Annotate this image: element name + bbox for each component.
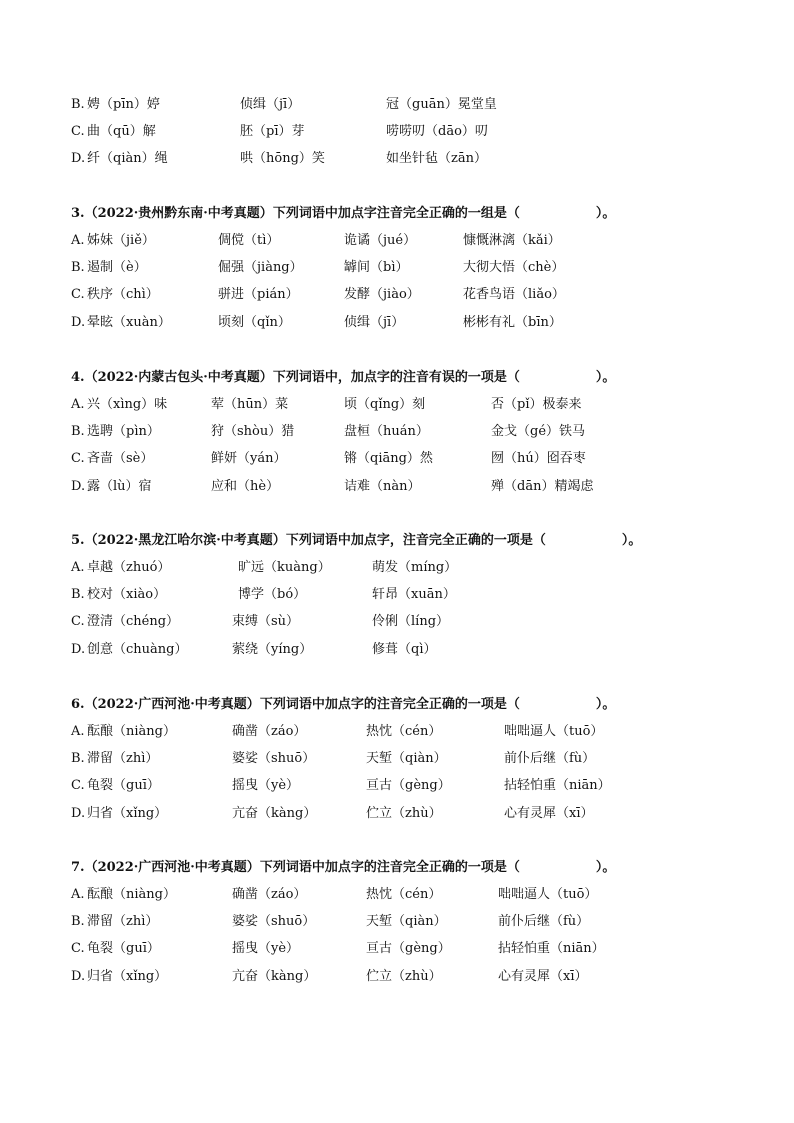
option-item: 校对（xiào）	[87, 587, 167, 603]
option-row-b	[0, 418, 794, 445]
option-item: 发酵（jiào）	[344, 287, 420, 303]
option-row-d	[0, 309, 794, 336]
option-row-c	[0, 772, 794, 799]
option-item: 罅间（bì）	[344, 260, 409, 276]
option-item: 拈轻怕重（niān）	[504, 778, 611, 794]
option-letter: D.	[71, 478, 86, 494]
option-item: 咄咄逼人（tuō）	[498, 887, 598, 902]
option-item: 侦缉（jī）	[344, 314, 405, 330]
option-letter: D.	[71, 641, 86, 657]
option-letter: B.	[71, 260, 85, 276]
option-letter: D.	[71, 314, 86, 330]
option-letter: C.	[71, 124, 85, 140]
option-row-c	[0, 935, 794, 962]
question-number: 5.	[71, 533, 85, 548]
option-item: 大彻大悟（chè）	[463, 260, 565, 276]
question-source: （2022·贵州黔东南·中考真题）	[84, 206, 273, 221]
option-item: 归省（xǐng）	[87, 968, 168, 984]
option-letter: A.	[71, 233, 85, 248]
option-letter: C.	[71, 778, 85, 794]
option-row-c	[0, 445, 794, 472]
option-item: 修葺（qì）	[372, 641, 437, 657]
option-item: 兴（xìng）味	[87, 397, 168, 412]
option-item: 应和（hè）	[211, 478, 280, 494]
question-title	[71, 691, 794, 718]
option-item: 顷（qǐng）刻	[344, 397, 426, 412]
question-stem: 下列词语中加点字的注音完全正确的一项是（	[259, 697, 520, 712]
option-item: 创意（chuàng）	[87, 641, 188, 657]
option-row-b	[0, 91, 794, 118]
option-row-b	[0, 581, 794, 608]
option-item: 亘古（gèng）	[366, 941, 451, 957]
answer-blank-close: ）。	[595, 370, 616, 385]
question-number: 3.	[71, 206, 85, 221]
option-letter: C.	[71, 451, 85, 467]
option-item: 心有灵犀（xī）	[498, 968, 588, 984]
option-item: 束缚（sù）	[232, 614, 300, 630]
option-item: 曲（qū）解	[87, 124, 156, 140]
option-item: 前仆后继（fù）	[498, 914, 590, 930]
option-item: 萦绕（yíng）	[232, 641, 313, 657]
option-item: 伫立（zhù）	[366, 805, 442, 821]
option-item: 酝酿（niàng）	[87, 724, 176, 739]
option-item: 确凿（záo）	[232, 887, 307, 902]
option-row-b	[0, 254, 794, 281]
option-item: 婆娑（shuō）	[232, 751, 316, 767]
question-2-options	[0, 91, 794, 173]
option-item: 亢奋（kàng）	[232, 968, 317, 984]
option-row-d	[0, 636, 794, 663]
question-stem: 下列词语中加点字，注音完全正确的一项是（	[285, 533, 546, 548]
option-item: 摇曳（yè）	[232, 778, 300, 794]
option-item: 晕眩（xuàn）	[87, 314, 171, 330]
option-item: 亢奋（kàng）	[232, 805, 317, 821]
option-item: 诡谲（jué）	[344, 233, 417, 248]
option-item: 姊妹（jiě）	[87, 233, 155, 248]
option-item: 遏制（è）	[87, 260, 147, 276]
option-item: 旷远（kuàng）	[238, 560, 331, 575]
question-3	[0, 200, 794, 336]
option-item: 囫（hú）囵吞枣	[491, 451, 586, 467]
question-title	[71, 527, 794, 554]
option-item: 天堑（qiàn）	[366, 914, 447, 930]
option-item: 倜傥（tì）	[218, 233, 280, 248]
option-item: 胚（pī）芽	[240, 124, 305, 140]
question-5	[0, 527, 794, 663]
option-item: 殚（dān）精竭虑	[491, 478, 594, 494]
option-letter: D.	[71, 968, 86, 984]
option-item: 滞留（zhì）	[87, 751, 159, 767]
option-item: 金戈（gé）铁马	[491, 424, 586, 440]
question-stem: 下列词语中，加点字的注音有误的一项是（	[272, 370, 520, 385]
option-item: 荤（hūn）菜	[211, 397, 289, 412]
option-item: 伫立（zhù）	[366, 968, 442, 984]
option-letter: B.	[71, 424, 85, 440]
option-item: 鲜妍（yán）	[211, 451, 287, 467]
option-item: 秩序（chì）	[87, 287, 159, 303]
option-item: 轩昂（xuān）	[372, 587, 456, 603]
option-item: 如坐针毡（zān）	[386, 151, 487, 167]
option-row-b	[0, 745, 794, 772]
option-item: 慷慨淋漓（kǎi）	[463, 233, 561, 248]
option-letter: A.	[71, 397, 85, 412]
option-row-c	[0, 608, 794, 635]
option-letter: D.	[71, 805, 86, 821]
option-letter: B.	[71, 97, 85, 112]
option-item: 诘难（nàn）	[344, 478, 421, 494]
option-item: 锵（qiāng）然	[344, 451, 433, 467]
question-stem: 下列词语中加点字的注音完全正确的一项是（	[259, 860, 520, 875]
option-item: 冠（guān）冕堂皇	[386, 97, 497, 112]
option-item: 摇曳（yè）	[232, 941, 300, 957]
option-letter: A.	[71, 887, 85, 902]
option-letter: C.	[71, 614, 85, 630]
option-row-a	[0, 718, 794, 745]
option-item: 花香鸟语（liǎo）	[463, 287, 565, 303]
option-item: 卓越（zhuó）	[87, 560, 171, 575]
question-number: 4.	[71, 370, 85, 385]
option-item: 热忱（cén）	[366, 887, 442, 902]
option-item: 龟裂（guī）	[87, 778, 160, 794]
option-item: 哄（hōng）笑	[240, 151, 325, 167]
option-item: 拈轻怕重（niān）	[498, 941, 605, 957]
option-item: 澄清（chéng）	[87, 614, 180, 630]
answer-blank-close: ）。	[595, 860, 616, 875]
answer-blank-close: ）。	[595, 697, 616, 712]
option-item: 龟裂（guī）	[87, 941, 160, 957]
option-item: 纤（qiàn）绳	[87, 151, 168, 167]
option-item: 伶俐（líng）	[372, 614, 450, 630]
option-item: 狩（shòu）猎	[211, 424, 295, 440]
option-item: 滞留（zhì）	[87, 914, 159, 930]
option-item: 吝啬（sè）	[87, 451, 154, 467]
question-title	[71, 200, 794, 227]
option-letter: B.	[71, 914, 85, 930]
option-letter: A.	[71, 560, 85, 575]
option-row-d	[0, 145, 794, 172]
question-source: （2022·内蒙古包头·中考真题）	[84, 370, 273, 385]
option-row-d	[0, 800, 794, 827]
option-row-d	[0, 473, 794, 500]
option-item: 唠唠叨（dāo）叨	[386, 124, 488, 140]
option-row-c	[0, 281, 794, 308]
option-item: 侦缉（jī）	[240, 97, 301, 112]
question-stem: 下列词语中加点字注音完全正确的一组是（	[272, 206, 520, 221]
option-row-b	[0, 908, 794, 935]
question-title	[71, 854, 794, 881]
option-letter: C.	[71, 941, 85, 957]
question-7	[0, 854, 794, 990]
option-item: 萌发（míng）	[372, 560, 458, 575]
option-item: 心有灵犀（xī）	[504, 805, 594, 821]
option-letter: C.	[71, 287, 85, 303]
option-row-a	[0, 881, 794, 908]
option-row-a	[0, 391, 794, 418]
option-item: 露（lù）宿	[87, 478, 152, 494]
option-item: 亘古（gèng）	[366, 778, 451, 794]
option-letter: B.	[71, 587, 85, 603]
answer-blank-close: ）。	[621, 533, 642, 548]
option-item: 酝酿（niàng）	[87, 887, 176, 902]
option-item: 前仆后继（fù）	[504, 751, 596, 767]
option-item: 确凿（záo）	[232, 724, 307, 739]
option-row-a	[0, 554, 794, 581]
question-6	[0, 691, 794, 827]
question-number: 7.	[71, 860, 85, 875]
option-row-d	[0, 963, 794, 990]
option-letter: A.	[71, 724, 85, 739]
option-item: 倔强（jiàng）	[218, 260, 303, 276]
option-letter: D.	[71, 151, 86, 167]
option-item: 彬彬有礼（bīn）	[463, 314, 562, 330]
question-title	[71, 364, 794, 391]
answer-blank-close: ）。	[595, 206, 616, 221]
question-number: 6.	[71, 697, 85, 712]
option-row-c	[0, 118, 794, 145]
question-source: （2022·广西河池·中考真题）	[84, 697, 260, 712]
question-4	[0, 364, 794, 500]
option-item: 顷刻（qǐn）	[218, 314, 291, 330]
option-row-a	[0, 227, 794, 254]
option-item: 热忱（cén）	[366, 724, 442, 739]
option-item: 婆娑（shuō）	[232, 914, 316, 930]
option-item: 归省（xǐng）	[87, 805, 168, 821]
option-item: 咄咄逼人（tuō）	[504, 724, 604, 739]
option-item: 选聘（pìn）	[87, 424, 160, 440]
question-source: （2022·广西河池·中考真题）	[84, 860, 260, 875]
option-item: 骈进（pián）	[218, 287, 299, 303]
option-item: 盘桓（huán）	[344, 424, 429, 440]
option-item: 博学（bó）	[238, 587, 307, 603]
option-item: 娉（pīn）婷	[87, 97, 160, 112]
question-source: （2022·黑龙江哈尔滨·中考真题）	[84, 533, 286, 548]
option-item: 否（pǐ）极泰来	[491, 397, 582, 412]
option-item: 天堑（qiàn）	[366, 751, 447, 767]
option-letter: B.	[71, 751, 85, 767]
